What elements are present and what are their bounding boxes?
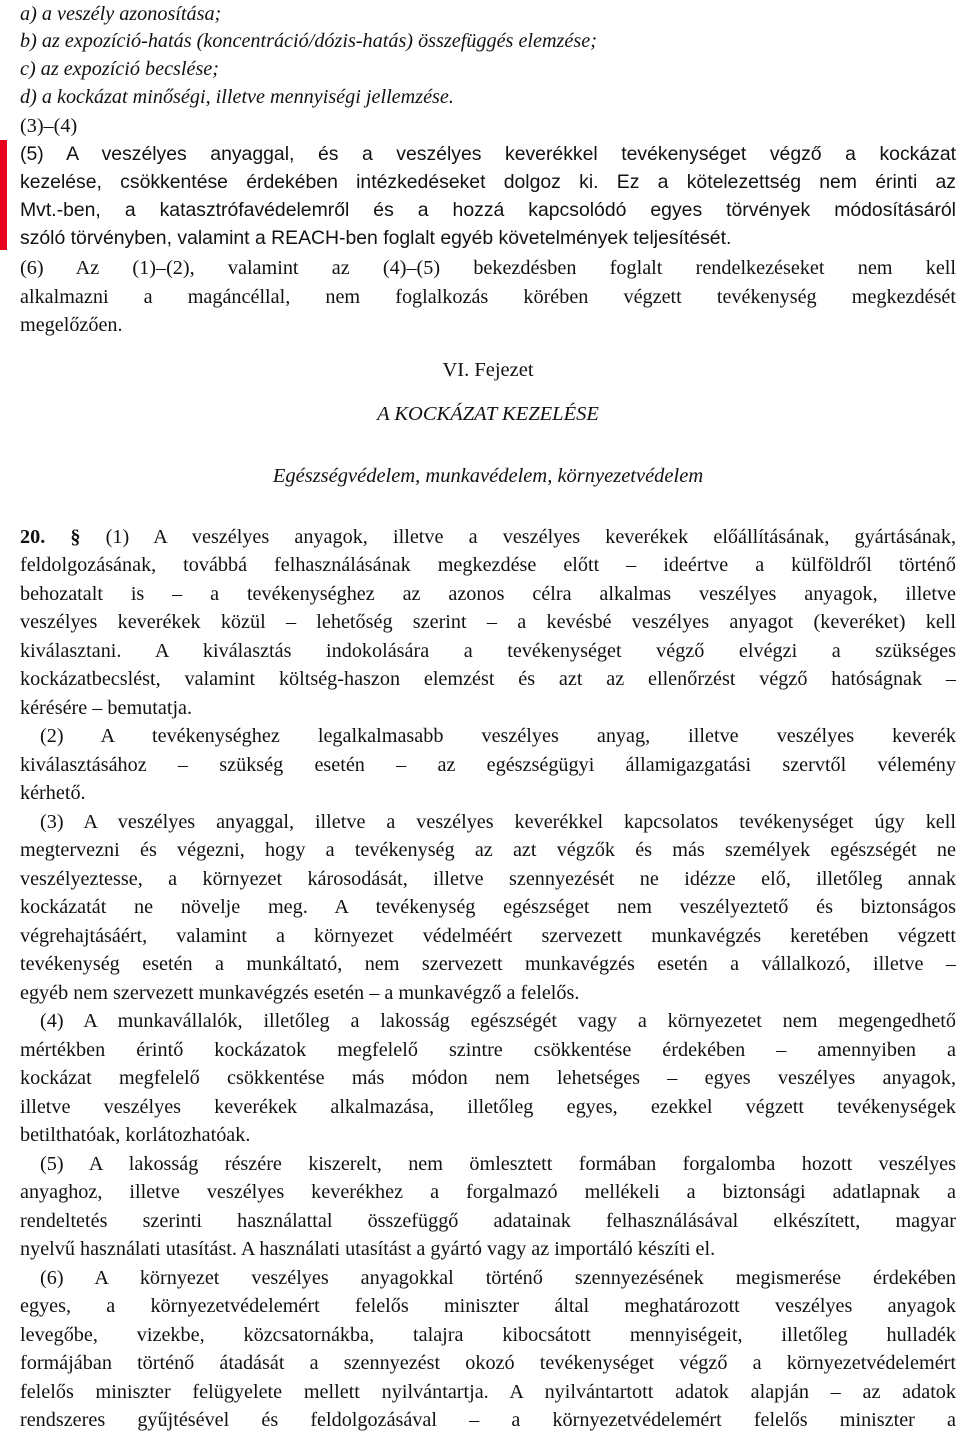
section-20-p2-line: kérhető. (20, 782, 86, 804)
section-20-p3-line: megtervezni és végezni, hogy a tevékenység az azt végzők és más személyek egészségét ne (20, 839, 956, 861)
section-20-p3-line: egyéb nem szervezett munkavégzés esetén – a munkavégző a felelős. (20, 982, 580, 1004)
section-20-p1-line: kérésére – bemutatja. (20, 697, 193, 719)
section-20-p3-line: kockázatát ne növelje meg. A tevékenység egészséget nem veszélyeztető és biztonságos (20, 896, 956, 918)
change-bar (0, 140, 7, 250)
section-20-p5-line: nyelvű használati utasítást. A használati utasítást a gyártó vagy az importáló készíti el. (20, 1238, 716, 1260)
section-20-p2-line: kiválasztásához – szükség esetén – az egészségügyi államigazgatási szervtől vélemény (20, 754, 956, 776)
section-20-p4-line: kockázat megfelelő csökkentése más módon nem lehetséges – egyes veszélyes anyagok, (20, 1067, 956, 1089)
list-item-c: c) az expozíció becslése; (20, 58, 219, 80)
section-20-text: (1) A veszélyes anyagok, illetve a veszélyes keverékek előállításának, gyártásának, (105, 526, 957, 548)
section-20-p1-line: behozatalt is – a tevékenységhez az azonos célra alkalmas veszélyes anyagok, illetve (20, 583, 956, 605)
section-20-p5-line: anyaghoz, illetve veszélyes keverékhez a forgalmazó mellékeli a biztonsági adatlapnak a (20, 1181, 956, 1203)
paragraph-3-4: (3)–(4) (20, 115, 78, 137)
section-20-p1-line: feldolgozásának, továbbá felhasználásának megkezdése előtt – ideértve a külföldről történő (20, 554, 956, 576)
section-20-p1-line: kiválasztani. A kiválasztás indokolására a tevékenységet végző elvégzi a szükséges (20, 640, 956, 662)
chapter-number: VI. Fejezet (442, 359, 534, 381)
section-20-p3-line: tevékenység esetén a munkáltató, nem szervezett munkavégzés esetén a vállalkozó, illetve – (20, 953, 956, 975)
list-item-d: d) a kockázat minőségi, illetve mennyiségi jellemzése. (20, 86, 454, 108)
list-item-a: a) a veszély azonosítása; (20, 3, 222, 25)
paragraph-6-line: megelőzően. (20, 314, 123, 336)
section-20-p6-line: egyes, a környezetvédelemért felelős miniszter által meghatározott veszélyes anyagok (20, 1295, 956, 1317)
section-20-p4-line: betilthatóak, korlátozhatóak. (20, 1124, 251, 1146)
section-20-p1-line: kockázatbecslést, valamint költség-haszon elemzést és azt az ellenőrzést végző hatóságnak – (20, 668, 956, 690)
section-20-p6-line: formájában történő átadását a szennyezést okozó tevékenységet végző a környezetvédelemért (20, 1352, 956, 1374)
paragraph-6-line: alkalmazni a magáncéllal, nem foglalkozás körében végzett tevékenység megkezdését (20, 286, 956, 308)
paragraph-6-line: (6) Az (1)–(2), valamint az (4)–(5) bekezdésben foglalt rendelkezéseket nem kell (20, 257, 956, 279)
paragraph-5-line: (5) A veszélyes anyaggal, és a veszélyes keverékkel tevékenységet végző a kockázat (20, 143, 956, 165)
section-20-p4-line: illetve veszélyes keverékek alkalmazása, illetőleg egyes, ezekkel végzett tevékenységek (20, 1096, 956, 1118)
section-20-p3-line: veszélyeztesse, a környezet károsodását, illetve szennyezését ne idézze elő, illetőleg annak (20, 868, 956, 890)
paragraph-5-line: szóló törvényben, valamint a REACH-ben foglalt egyéb követelmények teljesítését. (20, 227, 732, 249)
section-number: 20. § (20, 526, 81, 548)
chapter-title: A KOCKÁZAT KEZELÉSE (377, 403, 599, 425)
section-20-p6-line: levegőbe, vizekbe, közcsatornákba, talajra kibocsátott mennyiségeit, illetőleg hulladék (20, 1324, 956, 1346)
section-20-p5-line: (5) A lakosság részére kiszerelt, nem ömlesztett formában forgalomba hozott veszélyes (40, 1153, 956, 1175)
paragraph-5-line: kezelése, csökkentése érdekében intézkedéseket dolgoz ki. Ez a kötelezettség nem érinti az (20, 171, 956, 193)
section-20-p5-line: rendeltetés szerinti használattal összefüggő adatainak felhasználásával elkészített, magyar (20, 1210, 956, 1232)
section-20-p1-line: veszélyes keverékek közül – lehetőség szerint – a kevésbé veszélyes anyagot (keveréket) kell (20, 611, 956, 633)
section-20-p6-line: felelős miniszter felügyelete mellett nyilvántartja. A nyilvántartott adatok alapján – az adatok (20, 1381, 956, 1403)
section-20-p2-line: (2) A tevékenységhez legalkalmasabb veszélyes anyag, illetve veszélyes keverék (40, 725, 956, 747)
section-20-p4-line: mértékben érintő kockázatok megfelelő szintre csökkentése érdekében – amennyiben a (20, 1039, 956, 1061)
section-20-p3-line: végrehajtásáért, valamint a környezet védelméért szervezett munkavégzés keretében végzett (20, 925, 956, 947)
section-20-first-line (20, 523, 956, 551)
section-20-p6-line: (6) A környezet veszélyes anyagokkal történő szennyezésének megismerése érdekében (40, 1267, 956, 1289)
section-20-p3-line: (3) A veszélyes anyaggal, illetve a veszélyes keverékkel kapcsolatos tevékenységet úgy kell (40, 811, 956, 833)
section-20-p6-line: rendszeres gyűjtésével és feldolgozásával – a környezetvédelemért felelős miniszter a (20, 1409, 956, 1431)
paragraph-5-line: Mvt.-ben, a katasztrófavédelemről és a hozzá kapcsolódó egyes törvények módosításáról (20, 199, 956, 221)
list-item-b: b) az expozíció-hatás (koncentráció/dózis-hatás) összefüggés elemzése; (20, 30, 597, 52)
section-20-p4-line: (4) A munkavállalók, illetőleg a lakosság egészségét vagy a környezetet nem megengedhető (40, 1010, 956, 1032)
chapter-subtitle: Egészségvédelem, munkavédelem, környezetvédelem (272, 465, 704, 487)
